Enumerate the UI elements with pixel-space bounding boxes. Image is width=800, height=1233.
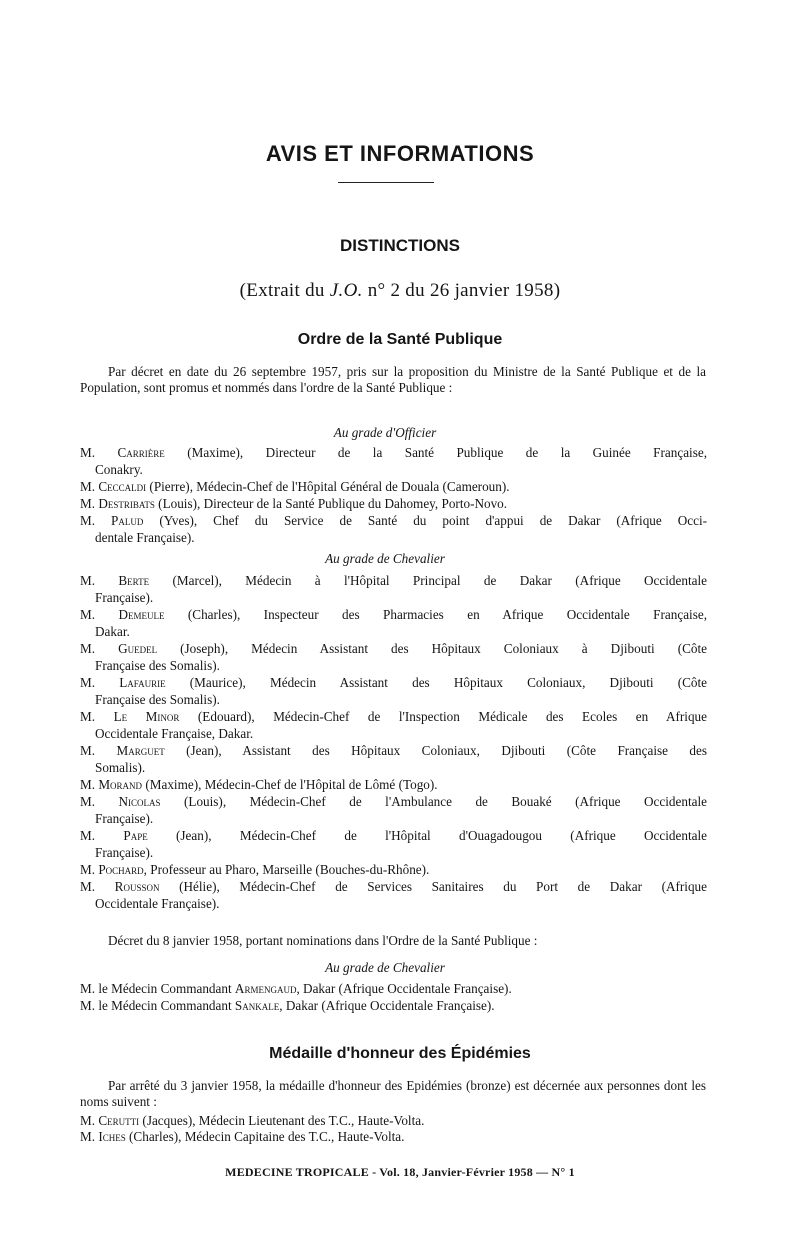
person-name: Destribats bbox=[98, 496, 155, 511]
person-name: Sankale bbox=[234, 998, 280, 1013]
entry-text: (Jean), Assistant des Hôpitaux Coloniaux, Djibouti (Côte Française des bbox=[164, 743, 707, 758]
entry-prefix: M. bbox=[80, 607, 119, 622]
entry-prefix: M. bbox=[80, 709, 114, 724]
list-item bbox=[80, 495, 707, 512]
entry-continuation: Somalis). bbox=[95, 760, 146, 775]
extrait-prefix: (Extrait du bbox=[239, 280, 330, 301]
entry-text: (Charles), Inspecteur des Pharmacies en Afrique Occidentale Française, bbox=[164, 607, 707, 622]
entry-continuation: Française des Somalis). bbox=[95, 658, 220, 673]
entry-text: (Charles), Médecin Capitaine des T.C., Haute-Volta. bbox=[125, 1129, 405, 1144]
person-name: Berte bbox=[118, 573, 150, 588]
entry-continuation: Française). bbox=[95, 845, 154, 860]
entry-text: (Louis), Directeur de la Santé Publique du Dahomey, Porto-Novo. bbox=[154, 496, 508, 511]
entry-text: , Dakar (Afrique Occidentale Française). bbox=[296, 981, 512, 996]
list-item bbox=[80, 444, 707, 478]
list-item bbox=[80, 776, 707, 793]
entry-prefix: M. bbox=[80, 777, 99, 792]
entry-text: (Hélie), Médecin-Chef de Services Sanitaires du Port de Dakar (Afrique bbox=[159, 879, 707, 894]
entry-continuation: Française). bbox=[95, 811, 154, 826]
extrait-jo: J.O. bbox=[329, 280, 363, 301]
entry-prefix: M. bbox=[80, 675, 120, 690]
entry-prefix: M. bbox=[80, 445, 118, 460]
entry-prefix: M. bbox=[80, 496, 99, 511]
person-name: Morand bbox=[98, 777, 143, 792]
page-title: AVIS ET INFORMATIONS bbox=[265, 141, 535, 166]
entry-prefix: M. bbox=[80, 573, 119, 588]
entry-continuation: Occidentale Française). bbox=[95, 896, 220, 911]
entry-text: (Jacques), Médecin Lieutenant des T.C., Haute-Volta. bbox=[139, 1113, 425, 1128]
medaille-intro-text: Par arrêté du 3 janvier 1958, la médaille d'honneur des Epidémies (bronze) est décernée aux personnes dont les noms suivent : bbox=[80, 1078, 706, 1109]
entry-continuation: Occidentale Française, Dakar. bbox=[95, 726, 254, 741]
person-name: Pape bbox=[123, 828, 148, 843]
grade-officier-heading: Au grade d'Officier bbox=[333, 425, 437, 440]
entry-continuation: Française des Somalis). bbox=[95, 692, 220, 707]
entry-continuation: Conakry. bbox=[95, 462, 143, 477]
list-item bbox=[80, 997, 707, 1014]
entry-line bbox=[80, 512, 707, 529]
entry-prefix: M. bbox=[80, 1113, 99, 1128]
entry-prefix: M. bbox=[80, 513, 112, 528]
entry-text: (Marcel), Médecin à l'Hôpital Principal de Dakar (Afrique Occidentale bbox=[149, 573, 708, 588]
person-name: Cerutti bbox=[98, 1113, 140, 1128]
person-name: Guedel bbox=[118, 641, 158, 656]
entry-line bbox=[80, 495, 707, 512]
extrait-suffix: n° 2 du 26 janvier 1958) bbox=[362, 280, 561, 301]
ordre-heading: Ordre de la Santé Publique bbox=[297, 331, 503, 348]
list-item bbox=[80, 1128, 707, 1145]
entry-continuation: dentale Française). bbox=[95, 530, 195, 545]
person-name: Rousson bbox=[114, 879, 160, 894]
person-name: Marguet bbox=[116, 743, 165, 758]
entry-prefix: M. bbox=[80, 879, 115, 894]
entry-prefix: M. bbox=[80, 743, 117, 758]
entry-line bbox=[80, 742, 707, 759]
entry-prefix: M. le Médecin Commandant bbox=[80, 981, 235, 996]
person-name: Palud bbox=[111, 513, 144, 528]
page-footer: MEDECINE TROPICALE - Vol. 18, Janvier-Février 1958 — N° 1 bbox=[225, 1165, 575, 1179]
person-name: Pochard bbox=[98, 862, 144, 877]
entry-continuation: Française). bbox=[95, 590, 154, 605]
medaille-intro bbox=[80, 1078, 706, 1110]
entry-line bbox=[80, 1128, 707, 1145]
entry-prefix: M. bbox=[80, 862, 99, 877]
entry-line bbox=[80, 827, 707, 844]
entry-line bbox=[80, 861, 707, 878]
entry-line bbox=[80, 1112, 707, 1129]
entry-prefix: M. le Médecin Commandant bbox=[80, 998, 235, 1013]
entry-prefix: M. bbox=[80, 828, 124, 843]
person-name: Le Minor bbox=[113, 709, 180, 724]
person-name: Lafaurie bbox=[119, 675, 166, 690]
ordre-intro bbox=[80, 364, 706, 396]
grade-chevalier-heading: Au grade de Chevalier bbox=[325, 551, 445, 566]
entry-text: (Maxime), Directeur de la Santé Publique de la Guinée Française, bbox=[164, 445, 707, 460]
entry-prefix: M. bbox=[80, 794, 119, 809]
entry-line bbox=[80, 674, 707, 691]
ordre-intro-text: Par décret en date du 26 septembre 1957, pris sur la proposition du Ministre de la Santé Publique et de la Population, sont promus et nommés dans l'ordre de la Santé Publique : bbox=[80, 364, 706, 395]
entry-text: (Maurice), Médecin Assistant des Hôpitaux Coloniaux, Djibouti (Côte bbox=[165, 675, 707, 690]
entry-line bbox=[80, 997, 707, 1014]
distinctions-heading: DISTINCTIONS bbox=[340, 236, 460, 255]
list-item bbox=[80, 878, 707, 912]
entry-text: (Maxime), Médecin-Chef de l'Hôpital de Lômé (Togo). bbox=[142, 777, 438, 792]
entry-line bbox=[80, 478, 707, 495]
person-name: Carrière bbox=[117, 445, 165, 460]
list-item bbox=[80, 742, 707, 776]
entry-text: (Pierre), Médecin-Chef de l'Hôpital Général de Douala (Cameroun). bbox=[146, 479, 510, 494]
list-item bbox=[80, 827, 707, 861]
person-name: Iches bbox=[98, 1129, 126, 1144]
list-item bbox=[80, 606, 707, 640]
entry-prefix: M. bbox=[80, 479, 99, 494]
entry-prefix: M. bbox=[80, 1129, 99, 1144]
entry-text: (Louis), Médecin-Chef de l'Ambulance de Bouaké (Afrique Occidentale bbox=[160, 794, 707, 809]
list-item bbox=[80, 674, 707, 708]
person-name: Armengaud bbox=[234, 981, 297, 996]
person-name: Nicolas bbox=[118, 794, 161, 809]
list-item bbox=[80, 512, 707, 546]
entry-text: , Dakar (Afrique Occidentale Française). bbox=[279, 998, 495, 1013]
title-divider bbox=[338, 182, 434, 183]
entry-line bbox=[80, 708, 707, 725]
decret2-text: Décret du 8 janvier 1958, portant nominations dans l'Ordre de la Santé Publique : bbox=[108, 933, 538, 948]
entry-text: (Jean), Médecin-Chef de l'Hôpital d'Ouagadougou (Afrique Occidentale bbox=[147, 828, 707, 843]
entry-text: (Edouard), Médecin-Chef de l'Inspection Médicale des Ecoles en Afrique bbox=[179, 709, 708, 724]
list-item bbox=[80, 708, 707, 742]
entry-line bbox=[80, 572, 707, 589]
list-item bbox=[80, 793, 707, 827]
list-item bbox=[80, 478, 707, 495]
medaille-heading: Médaille d'honneur des Épidémies bbox=[269, 1045, 531, 1062]
extrait-line bbox=[0, 280, 800, 302]
entry-line bbox=[80, 606, 707, 623]
entry-line bbox=[80, 776, 707, 793]
entry-line bbox=[80, 444, 707, 461]
person-name: Ceccaldi bbox=[98, 479, 147, 494]
entry-prefix: M. bbox=[80, 641, 119, 656]
grade-chevalier2-heading: Au grade de Chevalier bbox=[325, 960, 445, 975]
entry-text: , Professeur au Pharo, Marseille (Bouches-du-Rhône). bbox=[143, 862, 430, 877]
list-item bbox=[80, 572, 707, 606]
entry-continuation: Dakar. bbox=[95, 624, 130, 639]
entry-text: (Yves), Chef du Service de Santé du point d'appui de Dakar (Afrique Occi- bbox=[143, 513, 708, 528]
person-name: Demeule bbox=[118, 607, 165, 622]
entry-text: (Joseph), Médecin Assistant des Hôpitaux Coloniaux à Djibouti (Côte bbox=[157, 641, 707, 656]
entry-line bbox=[80, 793, 707, 810]
list-item bbox=[80, 980, 707, 997]
list-item bbox=[80, 861, 707, 878]
list-item bbox=[80, 640, 707, 674]
entry-line bbox=[80, 878, 707, 895]
entry-line bbox=[80, 980, 707, 997]
list-item bbox=[80, 1112, 707, 1129]
entry-line bbox=[80, 640, 707, 657]
